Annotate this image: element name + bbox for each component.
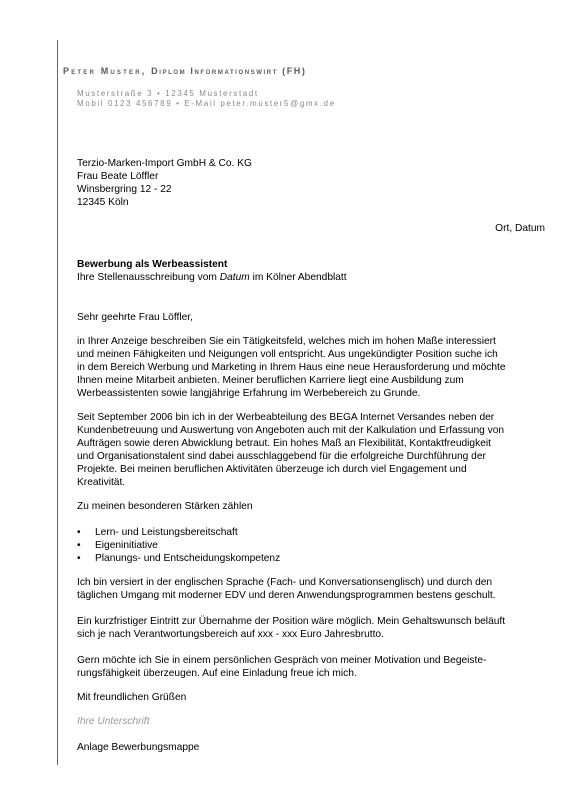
recipient-company: Terzio-Marken-Import GmbH & Co. KG <box>77 158 252 169</box>
closing: Mit freundlichen Grüßen <box>77 692 187 703</box>
list-item: • Lern- und Leistungsbereitschaft <box>77 526 280 539</box>
subject-reference <box>77 272 347 284</box>
recipient-city: 12345 Köln <box>77 197 129 208</box>
reference-prefix: Ihre Stellenausschreibung vom <box>77 272 220 283</box>
attachment-note: Anlage Bewerbungsmappe <box>77 742 200 753</box>
text-line: täglichen Umgang mit moderner EDV und deren Anwendungsprogrammen bestens geschult. <box>77 590 496 601</box>
text-line: Kundenbetreuung und Auswertung von Angeboten auch mit der Kalkulation und Erfassung von <box>77 425 505 436</box>
salutation: Sehr geehrte Frau Löffler, <box>77 312 193 323</box>
text-line: Aufträgen sowie deren Abwicklung betraut. Ein hohes Maß an Flexibilität, Kontaktfreudigkeit <box>77 438 491 449</box>
text-line: Gern möchte ich Sie in einem persönlichen Gespräch von meiner Motivation und Begeiste- <box>77 655 487 666</box>
text-line: rungsfähigkeit überzeugen. Auf eine Einladung freue ich mich. <box>77 668 357 679</box>
text-line: sich je nach Verantwortungsbereich auf xxx - xxx Euro Jahresbrutto. <box>77 629 384 640</box>
place-date: Ort, Datum <box>495 223 545 234</box>
sender-header <box>63 66 307 76</box>
text-line: Ein kurzfristiger Eintritt zur Übernahme der Position wäre möglich. Mein Gehaltswunsch beläuft <box>77 616 506 627</box>
text-line: in Ihrer Anzeige beschreiben Sie ein Tätigkeitsfeld, welches mich im hohen Maße interessiert <box>77 336 496 347</box>
text-line: Werbeassistenten sowie langjährige Erfahrung im Werbebereich zu Grunde. <box>77 388 421 399</box>
text-line: Kreativität. <box>77 477 126 488</box>
text-line: und Organisationstalent sind dabei ausschlaggebend für die erfolgreiche Durchführung der <box>77 451 486 462</box>
strengths-intro: Zu meinen besonderen Stärken zählen <box>77 501 253 512</box>
list-item: • Eigeninitiative <box>77 539 280 552</box>
subject-title: Bewerbung als Werbeassistent <box>77 259 228 270</box>
text-line: Ihnen meine Mitarbeit anbieten. Meiner beruflichen Karriere liegt eine Ausbildung zum <box>77 375 464 386</box>
text-line: in dem Bereich Werbung und Marketing in Ihrem Haus eine neue Herausforderung und möchte <box>77 362 506 373</box>
signature-placeholder: Ihre Unterschrift <box>77 716 150 727</box>
recipient-person: Frau Beate Löffler <box>77 171 159 182</box>
reference-suffix: im Kölner Abendblatt <box>249 272 347 283</box>
sender-contact: Mobil 0123 456789 • E-Mail peter.muster5@gmx.de <box>77 99 336 108</box>
text-line: Seit September 2006 bin ich in der Werbeabteilung des BEGA Internet Versandes neben der <box>77 412 495 423</box>
sender-name: Peter Muster, <box>63 66 147 76</box>
text-line: und meinen Fähigkeiten und Neigungen voll entspricht. Aus ungekündigter Position suche ich <box>77 349 498 360</box>
reference-date: Datum <box>219 272 250 283</box>
strengths-list <box>77 526 280 566</box>
recipient-street: Winsbergring 12 - 22 <box>77 184 172 195</box>
text-line: Ich bin versiert in der englischen Sprache (Fach- und Konversationsenglisch) und durch den <box>77 577 493 588</box>
list-item: • Planungs- und Entscheidungskompetenz <box>77 552 280 565</box>
margin-rule <box>57 40 58 765</box>
sender-title: Diplom Informationswirt (FH) <box>151 66 307 76</box>
sender-address: Musterstraße 3 • 12345 Musterstadt <box>77 89 259 98</box>
text-line: Projekte. Bei meinen beruflichen Aktivitäten überzeuge ich durch viel Engagement und <box>77 464 467 475</box>
